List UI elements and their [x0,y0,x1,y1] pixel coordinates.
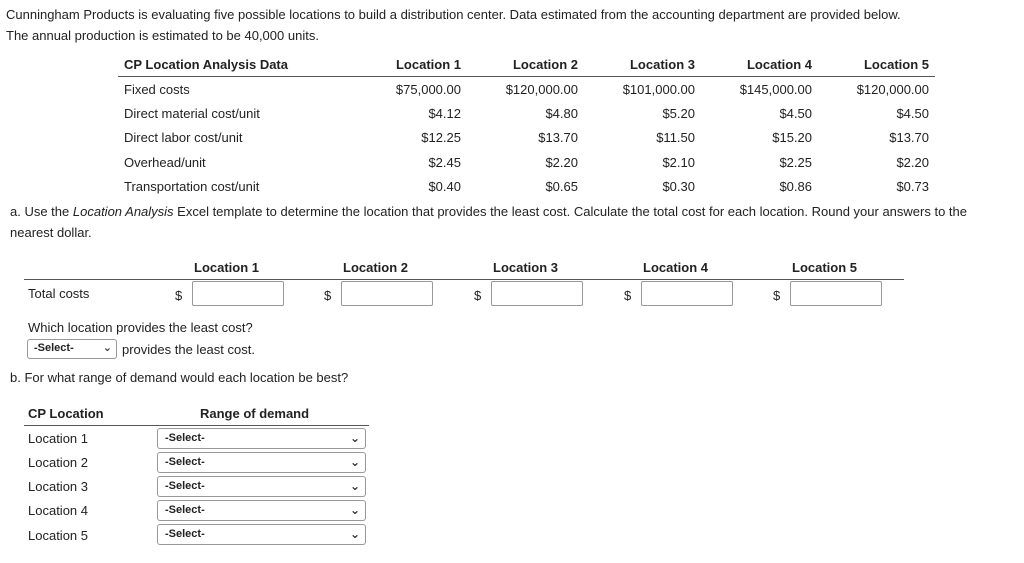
range-table-header-divider [24,425,369,426]
select-value: -Select- [165,528,205,540]
part-b-question: b. For what range of demand would each location be best? [10,370,349,385]
row-label: Overhead/unit [124,154,206,170]
row-label: Fixed costs [124,81,190,97]
intro-text [6,4,1021,46]
intro-line-2: The annual production is estimated to be 40,000 units. [6,28,319,43]
range-select-location-1[interactable] [157,428,366,449]
range-row-label-location-1: Location 1 [28,431,88,446]
total-col-location-2: Location 2 [343,260,409,275]
row-label: Transportation cost/unit [124,179,260,195]
cell-value: $5.20 [662,106,695,122]
range-row-label-location-5: Location 5 [28,528,88,543]
cell-value: $13.70 [889,130,929,146]
cell-value: $0.86 [779,179,812,195]
total-cost-input-location-2[interactable] [341,281,433,306]
table-header-location-4: Location 4 [701,52,818,77]
least-cost-question: Which location provides the least cost? [28,320,253,335]
table-row-overhead [118,150,935,174]
select-value: -Select- [165,480,205,492]
location-analysis-table [118,52,935,199]
total-col-location-1: Location 1 [194,260,260,275]
part-a-question [10,201,995,243]
table-row-fixed-costs [118,77,935,102]
total-costs-label: Total costs [28,286,90,301]
intro-line-1: Cunningham Products is evaluating five possible locations to build a distribution center. Data estimated from the accounting department are provided below. [6,7,901,22]
currency-symbol: $ [773,288,781,303]
chevron-down-icon: ⌄ [349,479,360,493]
cell-value: $2.20 [896,154,929,170]
table-row-direct-labor [118,126,935,150]
currency-symbol: $ [624,288,632,303]
currency-symbol: $ [324,288,332,303]
table-row-direct-material [118,101,935,125]
currency-symbol: $ [474,288,482,303]
total-cost-input-location-1[interactable] [192,281,284,306]
cell-value: $0.30 [662,179,695,195]
cell-value: $120,000.00 [505,81,578,97]
total-col-location-3: Location 3 [493,260,559,275]
cell-value: $120,000.00 [856,81,929,97]
table-row-transportation [118,175,935,199]
range-row-label-location-4: Location 4 [28,503,88,518]
range-select-location-4[interactable] [157,500,366,521]
cell-value: $4.12 [428,106,461,122]
range-row-label-location-3: Location 3 [28,479,88,494]
cell-value: $4.80 [545,106,578,122]
table-header-location-1: Location 1 [350,52,467,77]
range-row-label-location-2: Location 2 [28,455,88,470]
cell-value: $0.65 [545,179,578,195]
table-header-row [118,52,935,77]
cell-value: $2.25 [779,154,812,170]
range-select-location-2[interactable] [157,452,366,473]
cell-value: $2.45 [428,154,461,170]
cell-value: $2.10 [662,154,695,170]
chevron-down-icon: ⌄ [102,342,112,354]
cell-value: $0.40 [428,179,461,195]
cell-value: $0.73 [896,179,929,195]
chevron-down-icon: ⌄ [349,431,360,445]
total-col-location-5: Location 5 [792,260,858,275]
total-cost-input-location-3[interactable] [491,281,583,306]
cell-value: $4.50 [896,106,929,122]
range-table-header-range: Range of demand [200,406,310,421]
table-header-location-3: Location 3 [584,52,701,77]
table-header-location-5: Location 5 [818,52,935,77]
cell-value: $12.25 [421,130,461,146]
cell-value: $101,000.00 [622,81,695,97]
part-a-suffix: Excel template to determine the location that provides the least cost. Calculate the total cost for each location. Round your answers to the nearest dollar. [10,204,968,240]
chevron-down-icon: ⌄ [349,527,360,541]
cell-value: $4.50 [779,106,812,122]
select-value: -Select- [165,504,205,516]
select-value: -Select- [165,456,205,468]
cell-value: $11.50 [656,130,695,146]
table-header-title: CP Location Analysis Data [118,52,350,77]
select-value: -Select- [165,432,205,444]
total-costs-header-divider [24,279,904,280]
chevron-down-icon: ⌄ [349,503,360,517]
total-cost-input-location-5[interactable] [790,281,882,306]
row-label: Direct material cost/unit [124,106,260,122]
row-label: Direct labor cost/unit [124,130,243,146]
total-col-location-4: Location 4 [643,260,709,275]
select-value: -Select- [34,342,74,354]
cell-value: $75,000.00 [395,81,461,97]
least-cost-suffix: provides the least cost. [122,342,255,357]
range-table-header-location: CP Location [28,406,104,421]
part-a-prefix: a. Use the [10,204,73,219]
least-cost-location-select[interactable] [27,339,117,359]
cell-value: $13.70 [538,130,578,146]
table-header-location-2: Location 2 [467,52,584,77]
range-select-location-3[interactable] [157,476,366,497]
total-cost-input-location-4[interactable] [641,281,733,306]
cell-value: $145,000.00 [739,81,812,97]
part-a-template-name: Location Analysis [72,204,174,219]
range-select-location-5[interactable] [157,524,366,545]
currency-symbol: $ [175,288,183,303]
chevron-down-icon: ⌄ [349,455,360,469]
cell-value: $2.20 [545,154,578,170]
cell-value: $15.20 [772,130,812,146]
